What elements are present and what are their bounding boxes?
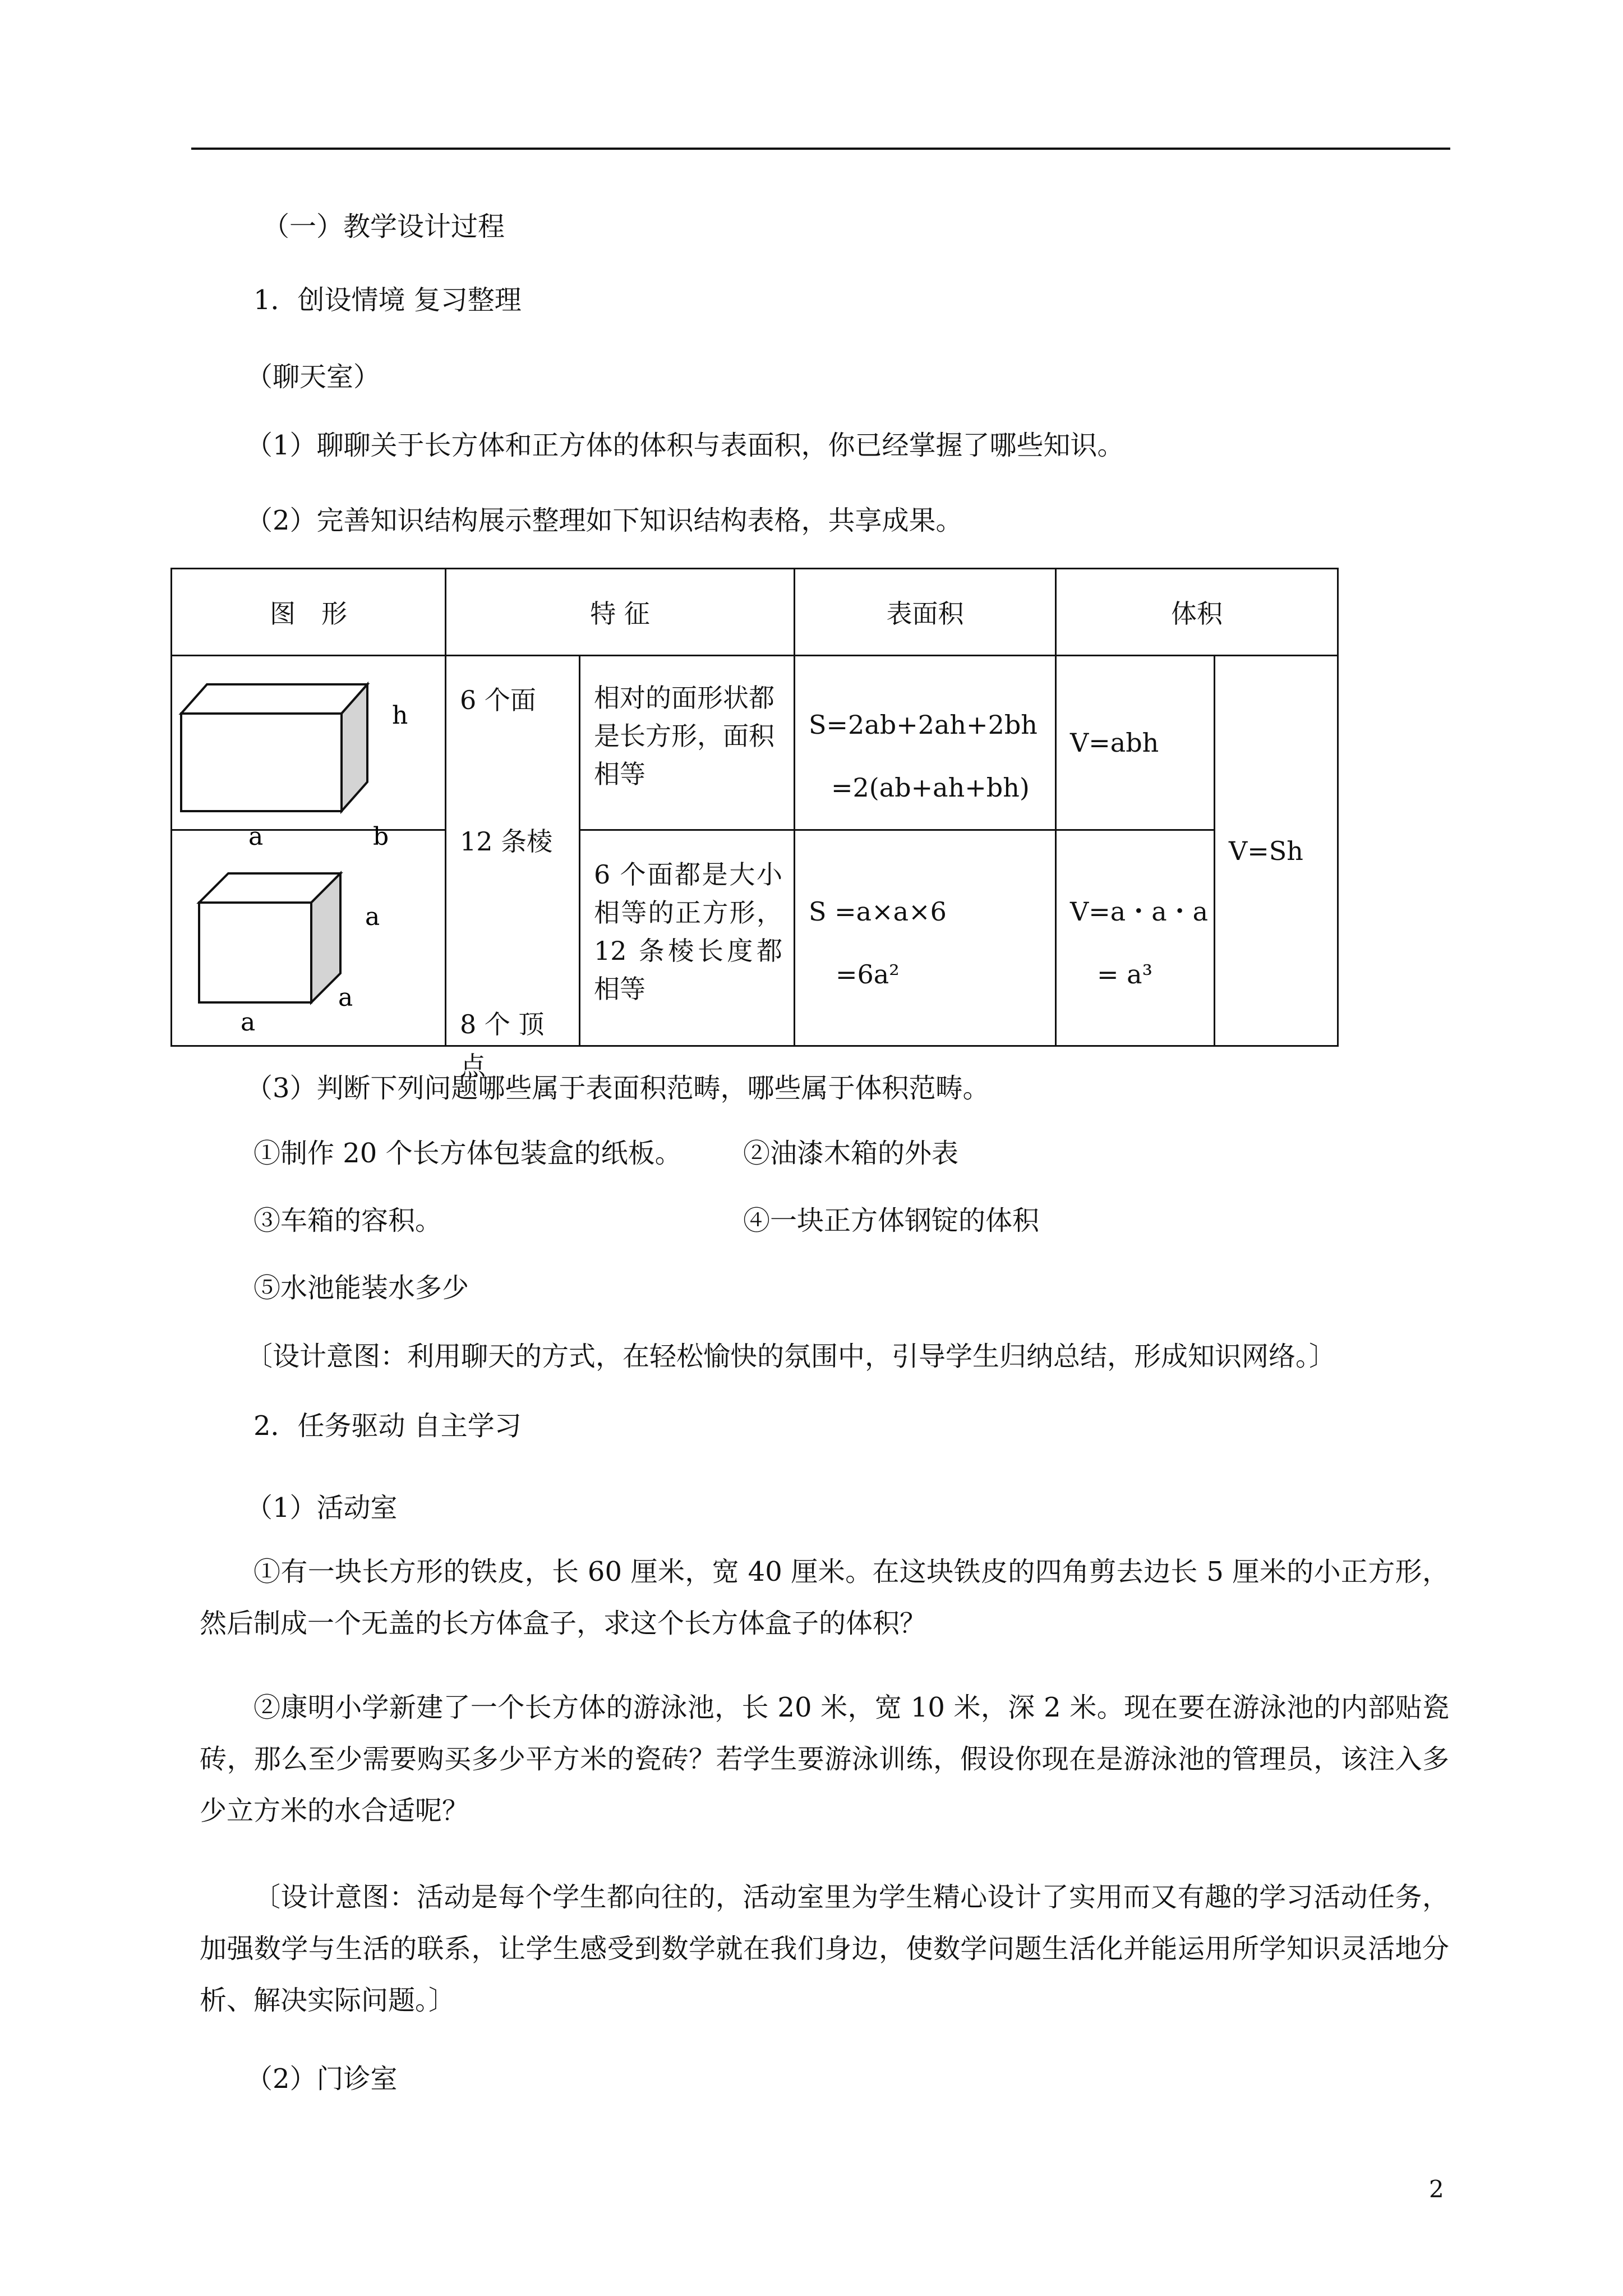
clinic-label: （2）门诊室 [246,2063,398,2095]
common-volume-formula: V=Sh [1229,835,1303,866]
header-shape: 图 形 [172,569,446,656]
cube-volume-cell [1056,830,1215,1046]
problem-2: ②康明小学新建了一个长方体的游泳池，长 20 米，宽 10 米，深 2 米。现在要在游泳池的内部贴瓷砖，那么至少需要购买多少平方米的瓷砖？若学生要游泳训练，假设你现在是游泳池的管理员，该注入多少立方米的水合适呢？ [200,1692,1449,1826]
question-1: （1）聊聊关于长方体和正方体的体积与表面积，你已经掌握了哪些知识。 [246,430,1124,461]
knowledge-structure-table [170,568,1339,1081]
feature-vertices: 8 个 顶 [460,1009,545,1039]
item-1: ①制作 20 个长方体包装盒的纸板。 [253,1138,682,1169]
cuboid-surface-cell [795,656,1056,830]
cuboid-face-description: 相对的面形状都是长方形，面积相等 [594,683,774,789]
page-number: 2 [1429,2175,1444,2203]
item-3: ③车箱的容积。 [253,1205,442,1236]
cuboid-volume-formula: V=abh [1070,728,1159,758]
feature-edges: 12 条棱 [460,826,553,857]
cuboid-volume-cell [1056,656,1215,830]
design-intent-1: 〔设计意图：利用聊天的方式，在轻松愉快的氛围中，引导学生归纳总结，形成知识网络。〕 [246,1341,1336,1372]
cuboid-surface-formula-2: =2(ab+ah+bh) [831,772,1030,803]
common-volume-cell [1215,656,1338,1046]
cube-surface-cell [795,830,1056,1046]
common-features-cell [446,656,580,1081]
design-intent-2: 〔设计意图：活动是每个学生都向往的，活动室里为学生精心设计了实用而又有趣的学习活动任务，加强数学与生活的联系，让学生感受到数学就在我们身边，使数学问题生活化并能运用所学知识灵活地分析、解决实际问题。〕 [200,1881,1449,2016]
cube-surface-formula-2: =6a² [836,959,900,990]
cuboid-figure [172,656,445,851]
question-3: （3）判断下列问题哪些属于表面积范畴，哪些属于体积范畴。 [246,1073,990,1104]
cube-label-a-right: a [365,903,380,931]
cube-surface-formula-1: S =a×a×6 [809,896,947,927]
feature-vertices-cont: 点 [460,1051,486,1081]
cube-face-description: 6 个面都是大小相等的正方形，12 条棱长度都相等 [594,859,782,1004]
chat-room-label: （聊天室） [246,361,381,393]
cube-figure-cell [172,830,446,1046]
cuboid-figure-cell [172,656,446,851]
item-4: ④一块正方体钢锭的体积 [743,1205,1040,1236]
cuboid-top-face [181,684,367,714]
header-rule [191,148,1450,150]
item-5: ⑤水池能装水多少 [253,1272,469,1304]
header-volume: 体积 [1056,569,1338,656]
cuboid-features-cell [580,656,795,830]
cuboid-label-b: b [373,822,389,851]
cube-volume-formula-1: V=a・a・a [1070,896,1209,927]
item-2: ②油漆木箱的外表 [743,1138,959,1169]
feature-faces: 6 个面 [460,685,536,715]
cuboid-label-a: a [248,822,264,851]
question-2: （2）完善知识结构展示整理如下知识结构表格，共享成果。 [246,505,963,536]
header-features: 特 征 [446,569,795,656]
cube-front-face [199,903,311,1002]
cube-label-a-bottom: a [241,1008,256,1037]
cuboid-label-h: h [392,701,408,730]
step2-heading: 2．任务驱动 自主学习 [253,1410,522,1442]
header-surface-area: 表面积 [795,569,1056,656]
cuboid-front-face [181,714,342,811]
cuboid-surface-formula-1: S=2ab+2ah+2bh [809,710,1038,740]
cube-features-cell [580,830,795,1046]
cube-label-a-side: a [338,983,353,1012]
problem-1: ①有一块长方形的铁皮，长 60 厘米，宽 40 厘米。在这块铁皮的四角剪去边长 5 厘米的小正方形，然后制成一个无盖的长方体盒子，求这个长方体盒子的体积？ [200,1556,1449,1639]
activity-room-label: （1）活动室 [246,1492,398,1524]
section-heading: （一）教学设计过程 [262,211,505,242]
step1-heading: 1．创设情境 复习整理 [253,284,522,316]
cube-figure [172,831,445,1045]
cube-volume-formula-2: = a³ [1097,959,1153,990]
